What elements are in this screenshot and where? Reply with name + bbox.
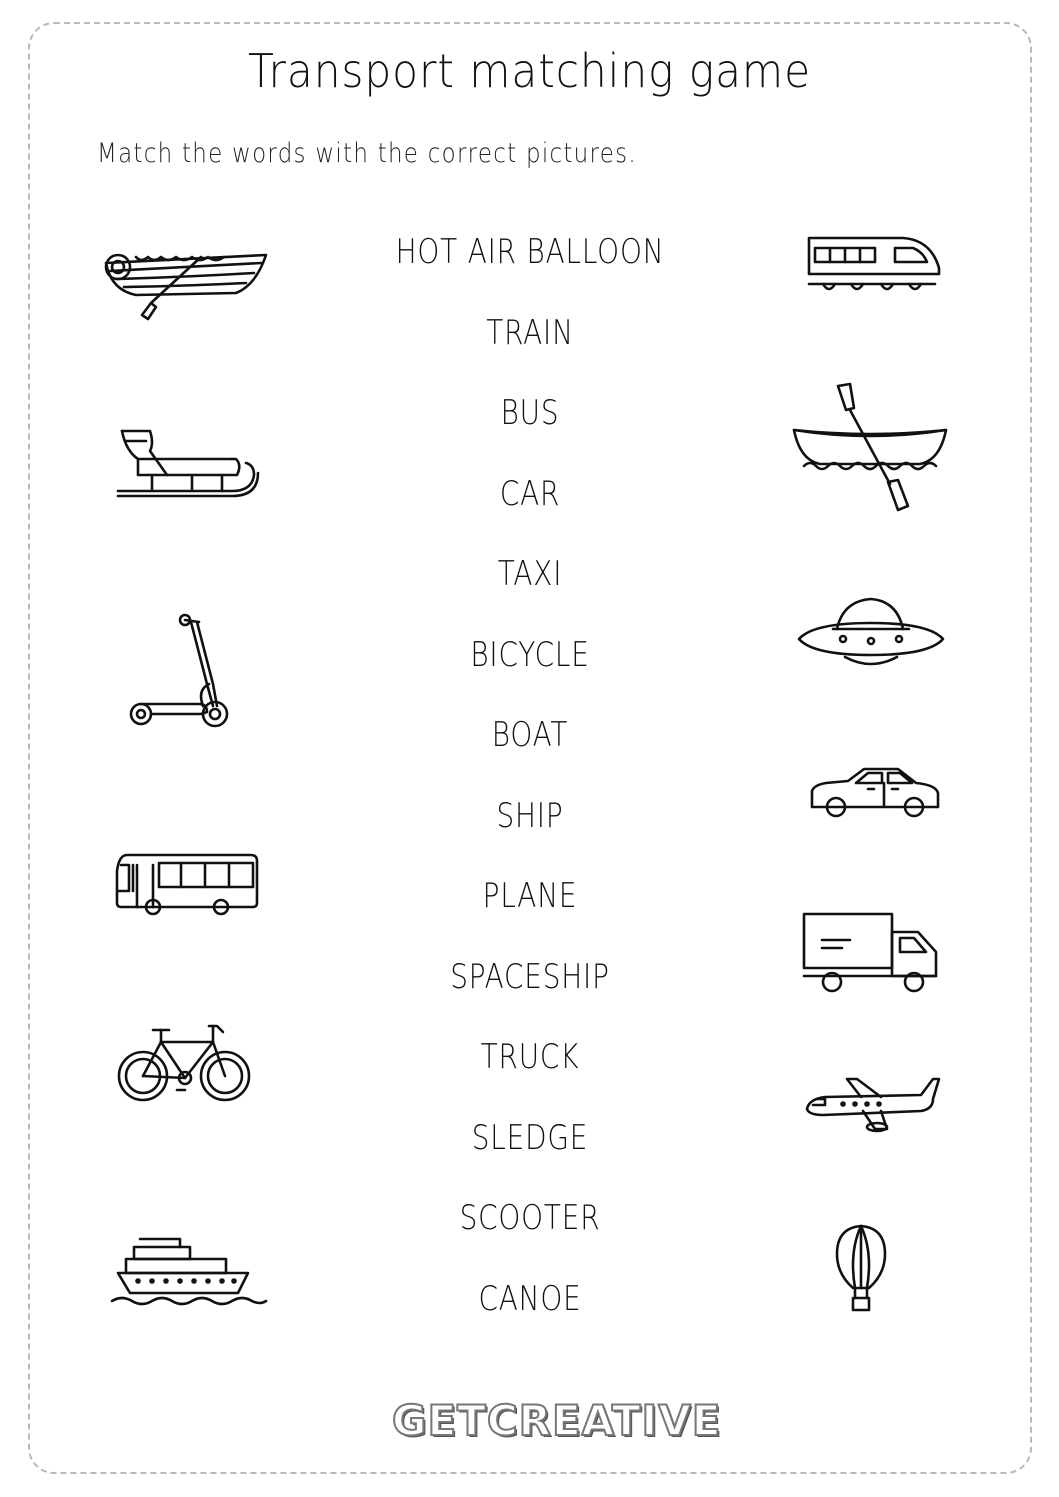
word-item[interactable]: SPACESHIP bbox=[450, 956, 610, 997]
hot-air-balloon-icon[interactable] bbox=[835, 1222, 887, 1314]
instructions: Match the words with the correct pictures. bbox=[97, 138, 637, 169]
train-icon[interactable] bbox=[803, 230, 943, 302]
word-item[interactable]: PLANE bbox=[482, 876, 578, 916]
car-icon[interactable] bbox=[808, 765, 943, 825]
word-item[interactable]: HOT AIR BALLOON bbox=[395, 232, 665, 272]
word-item[interactable]: SLEDGE bbox=[471, 1117, 589, 1158]
word-item[interactable]: TAXI bbox=[497, 554, 563, 594]
word-item[interactable]: TRAIN bbox=[486, 312, 574, 353]
canoe-icon[interactable] bbox=[790, 380, 950, 515]
word-item[interactable]: BICYCLE bbox=[470, 634, 590, 675]
getcreative-logo: GETCREATIVE bbox=[392, 1396, 722, 1445]
page-title: Transport matching game bbox=[247, 44, 812, 98]
word-item[interactable]: BUS bbox=[500, 393, 560, 433]
ship-icon[interactable] bbox=[108, 1235, 268, 1310]
spaceship-icon[interactable] bbox=[793, 595, 948, 675]
boat-icon[interactable] bbox=[96, 245, 271, 320]
truck-icon[interactable] bbox=[800, 910, 940, 995]
word-list bbox=[330, 224, 730, 1351]
word-item[interactable]: CANOE bbox=[478, 1278, 582, 1319]
word-item[interactable]: SCOOTER bbox=[459, 1198, 601, 1238]
bicycle-icon[interactable] bbox=[117, 1020, 253, 1105]
scooter-icon[interactable] bbox=[125, 612, 233, 732]
bus-icon[interactable] bbox=[113, 851, 261, 916]
word-item[interactable]: TRUCK bbox=[480, 1037, 580, 1077]
sledge-icon[interactable] bbox=[112, 425, 260, 500]
plane-icon[interactable] bbox=[803, 1075, 941, 1135]
word-item[interactable]: SHIP bbox=[496, 795, 564, 836]
word-item[interactable]: BOAT bbox=[491, 715, 569, 755]
word-item[interactable]: CAR bbox=[499, 473, 561, 514]
